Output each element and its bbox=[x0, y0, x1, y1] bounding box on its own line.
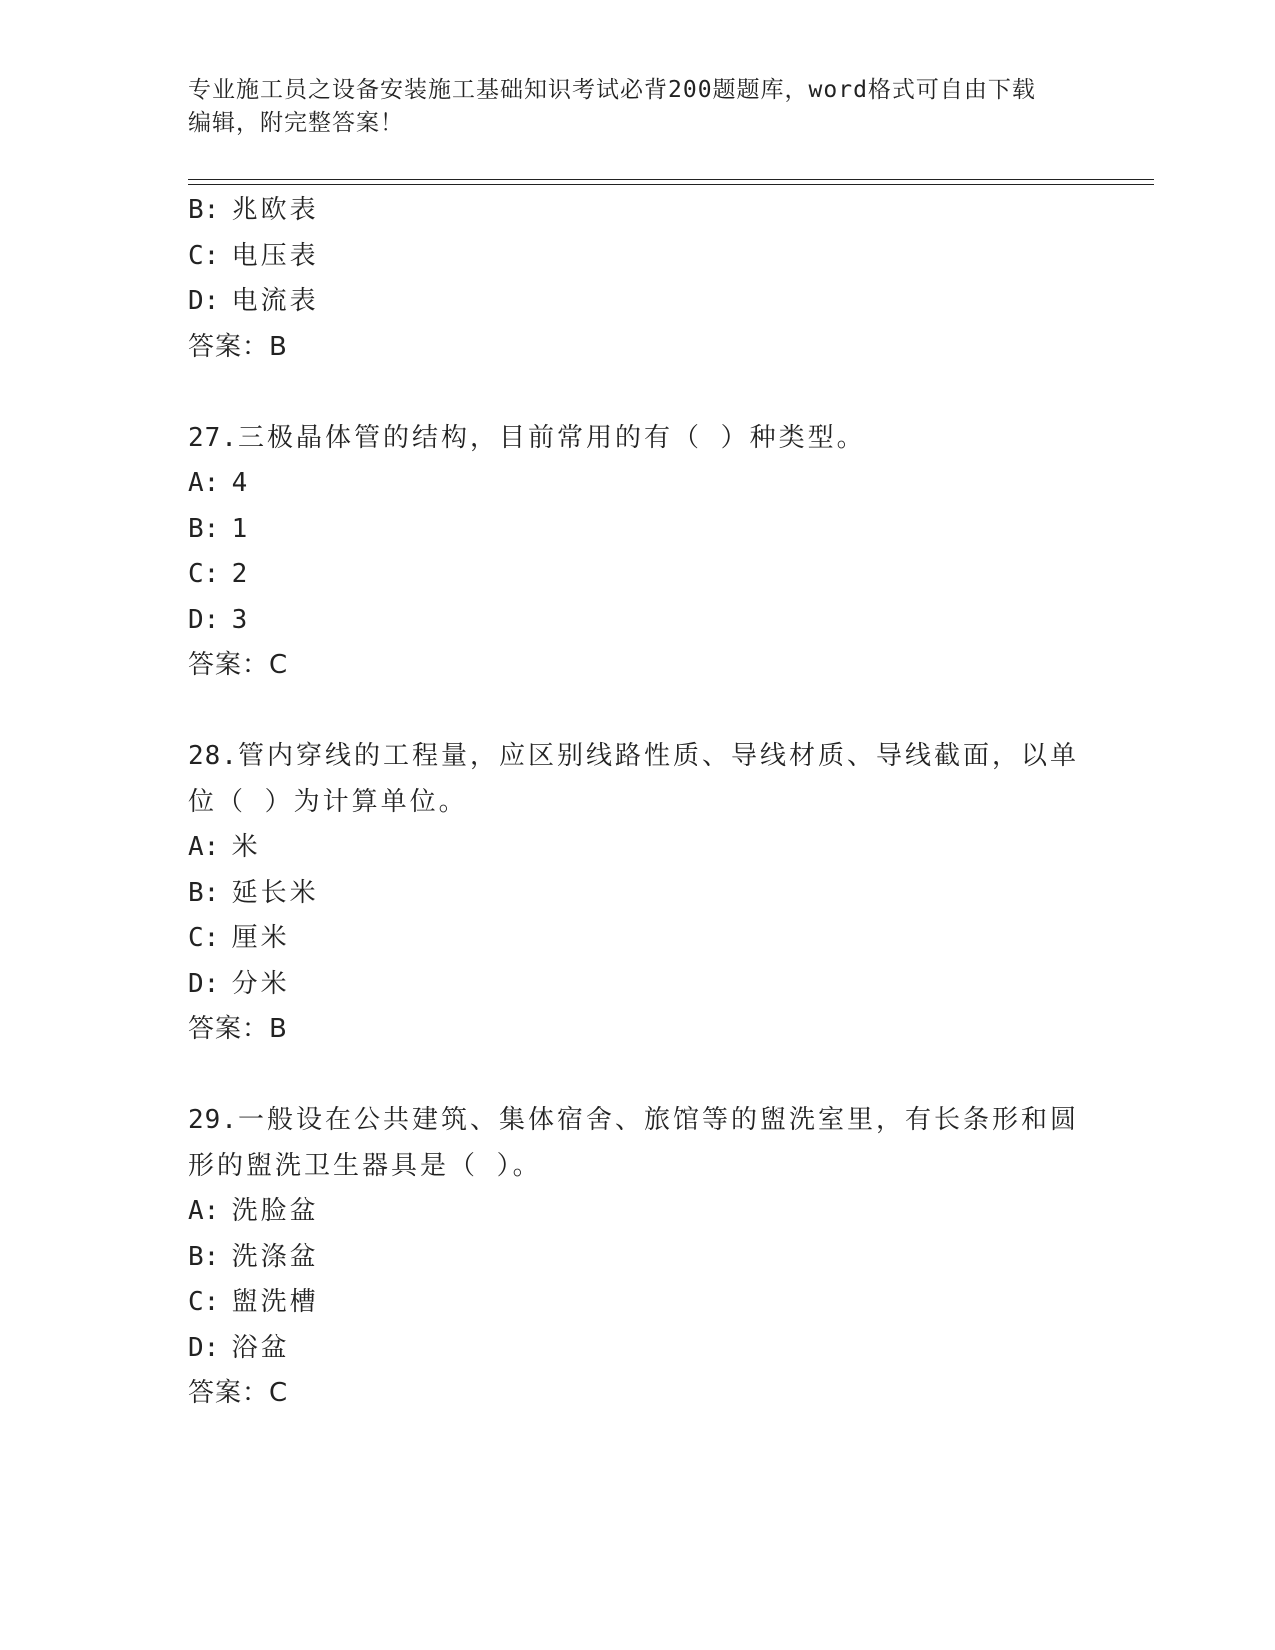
option-text: 洗涤盆 bbox=[231, 1241, 319, 1272]
option-letter: B bbox=[188, 513, 204, 544]
spacer bbox=[188, 1053, 1088, 1099]
answer-line: 答案：B bbox=[188, 1014, 288, 1044]
option-text: 2 bbox=[231, 559, 251, 589]
option-letter: C bbox=[188, 240, 204, 271]
option-separator: : bbox=[203, 923, 220, 953]
option-text: 米 bbox=[231, 832, 261, 862]
question-text-line-2: 形的盥洗卫生器具是（ ）。 bbox=[188, 1150, 542, 1181]
option-text: 3 bbox=[231, 604, 251, 635]
option-letter: B bbox=[188, 195, 204, 225]
option-text: 电流表 bbox=[231, 286, 319, 316]
option-separator: : bbox=[203, 832, 220, 862]
option-text: 延长米 bbox=[231, 877, 319, 908]
option-c bbox=[188, 916, 1088, 962]
option-separator: : bbox=[203, 1287, 220, 1317]
option-letter: D bbox=[188, 968, 204, 999]
option-letter: B bbox=[188, 877, 204, 908]
option-letter: B bbox=[188, 1241, 204, 1272]
option-b bbox=[188, 507, 1088, 553]
option-b bbox=[188, 188, 1088, 234]
option-a bbox=[188, 461, 1088, 507]
option-d bbox=[188, 279, 1088, 325]
option-text: 1 bbox=[231, 513, 251, 544]
question-29 bbox=[188, 1098, 1088, 1417]
option-letter: D bbox=[188, 1332, 204, 1363]
question-number: 29. bbox=[188, 1105, 238, 1135]
option-separator: : bbox=[203, 1241, 220, 1272]
option-text: 洗脸盆 bbox=[231, 1196, 319, 1226]
option-separator: : bbox=[203, 877, 220, 908]
question-text-line-1: 三极晶体管的结构，目前常用的有（ ）种类型。 bbox=[237, 422, 866, 453]
option-d bbox=[188, 1326, 1088, 1372]
option-letter: D bbox=[188, 604, 204, 635]
option-separator: : bbox=[203, 1332, 220, 1363]
option-letter: A bbox=[188, 832, 204, 862]
question-text-line-1: 一般设在公共建筑、集体宿舍、旅馆等的盥洗室里，有长条形和圆 bbox=[237, 1105, 1079, 1135]
option-separator: : bbox=[203, 559, 220, 589]
question-stem bbox=[188, 734, 1088, 780]
option-letter: A bbox=[188, 1196, 204, 1226]
header-divider-bottom bbox=[188, 184, 1154, 185]
option-text: 分米 bbox=[231, 968, 290, 999]
question-27 bbox=[188, 416, 1088, 689]
option-text: 厘米 bbox=[231, 923, 290, 953]
question-list bbox=[188, 188, 1088, 1417]
question-text-line-2: 位（ ）为计算单位。 bbox=[188, 786, 468, 817]
option-separator: : bbox=[203, 604, 220, 635]
answer-line: 答案：B bbox=[188, 331, 288, 362]
option-d bbox=[188, 598, 1088, 644]
option-letter: C bbox=[188, 923, 204, 953]
answer-line: 答案：C bbox=[188, 1378, 289, 1408]
option-separator: : bbox=[203, 468, 220, 498]
option-a bbox=[188, 1189, 1088, 1235]
answer-line: 答案：C bbox=[188, 650, 289, 680]
option-separator: : bbox=[203, 195, 220, 225]
option-separator: : bbox=[203, 1196, 220, 1226]
option-letter: A bbox=[188, 468, 204, 498]
option-c bbox=[188, 234, 1088, 280]
question-stem bbox=[188, 1098, 1088, 1144]
question-number: 28. bbox=[188, 741, 238, 771]
option-separator: : bbox=[203, 513, 220, 544]
option-c bbox=[188, 1280, 1088, 1326]
option-letter: C bbox=[188, 1287, 204, 1317]
question-stem bbox=[188, 416, 1088, 462]
header-title-line-2: 编辑，附完整答案！ bbox=[188, 110, 404, 136]
spacer bbox=[188, 370, 1088, 416]
spacer bbox=[188, 689, 1088, 735]
option-text: 盥洗槽 bbox=[231, 1287, 319, 1317]
option-text: 兆欧表 bbox=[231, 195, 319, 225]
option-a bbox=[188, 825, 1088, 871]
header-title-line-1: 专业施工员之设备安装施工基础知识考试必背200题题库，word格式可自由下载 bbox=[188, 77, 1036, 103]
option-b bbox=[188, 871, 1088, 917]
document-header bbox=[188, 74, 1088, 140]
option-text: 电压表 bbox=[231, 240, 319, 271]
header-divider-top bbox=[188, 179, 1154, 180]
option-letter: D bbox=[188, 286, 204, 316]
option-separator: : bbox=[203, 240, 220, 271]
option-separator: : bbox=[203, 286, 220, 316]
option-text: 4 bbox=[231, 468, 251, 498]
option-b bbox=[188, 1235, 1088, 1281]
option-text: 浴盆 bbox=[231, 1332, 290, 1363]
option-c bbox=[188, 552, 1088, 598]
option-d bbox=[188, 962, 1088, 1008]
question-number: 27. bbox=[188, 422, 238, 453]
question-text-line-1: 管内穿线的工程量，应区别线路性质、导线材质、导线截面，以单 bbox=[237, 741, 1079, 771]
question-28 bbox=[188, 734, 1088, 1053]
option-separator: : bbox=[203, 968, 220, 999]
option-letter: C bbox=[188, 559, 204, 589]
question-26-tail bbox=[188, 188, 1088, 370]
